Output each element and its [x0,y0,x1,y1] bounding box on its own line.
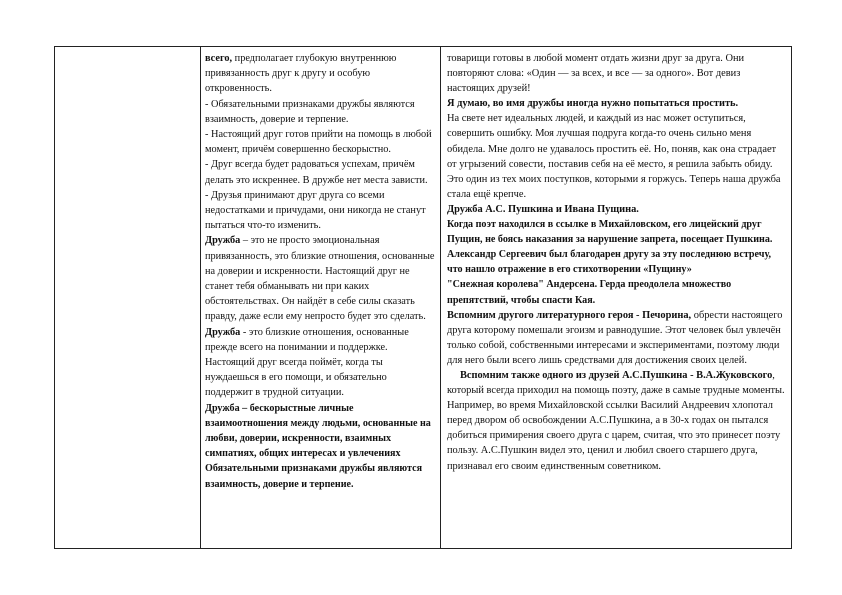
table-column-definitions [201,47,441,548]
document-table [54,46,792,549]
bold-phrase: Дружба А.С. Пушкина и Ивана Пущина. [447,203,639,215]
bold-phrase: Вспомним другого литературного героя - Печорина, [447,309,692,321]
paragraph: - Настоящий друг готов прийти на помощь в любой момент, причём совершенно бескорыстно. [205,129,432,156]
paragraph: - Друзья принимают друг друга со всеми недостатками и причудами, они никогда не станут пытаться что-то изменить. [205,189,426,232]
paragraph-text: – это не просто эмоциональная привязанность, это близкие отношения, основанные на доверии и искренности. Настоящий друг не станет тебя обманывать ни при каких обстоятельствах. Он найдёт в себе силы сказать правду, даже если ему непросто будет это сделать. [205,235,435,323]
paragraph [447,202,787,217]
definitions-text [205,51,437,492]
table-column-examples [441,47,793,548]
paragraph [205,325,437,401]
paragraph-text: - это близкие отношения, основанные прежде всего на понимании и поддержке. Настоящий друг всегда поймёт, когда ты нуждаешься в его помощи, и обязательно поддержит в трудной ситуации. [205,326,409,399]
bold-phrase: Я думаю, во имя дружбы иногда нужно попытаться простить. [447,98,739,110]
examples-text [447,51,787,474]
bold-phrase: Дружба [205,402,240,414]
paragraph: - Обязательными признаками дружбы являются взаимность, доверие и терпение. [205,98,415,125]
paragraph-text: , который всегда приходил на помощь поэту, даже в самые трудные моменты. Например, во время Михайловской ссылки Василий Андреевич хлопотал перед двором об освобождении А.С.Пушкина, а в 30-х годах он пытался добиться примирения своего друга с царем, считая, что это принесет поэту пользу. А.С.Пушкин видел это, ценил и любил своего старшего друга, признавал его своим единственным советником. [447,369,785,472]
paragraph [205,401,437,492]
bold-phrase: Дружба [205,235,241,247]
bold-phrase: Вспомним также одного из друзей А.С.Пушкина - В.А.Жуковского [447,369,773,381]
paragraph-text: предполагает глубокую внутреннюю привязанность друг к другу и особую откровенность. [205,53,397,95]
paragraph: товарищи готовы в любой момент отдать жизни друг за друга. Они повторяют слова: «Один — за всех, и все — за одного». Вот девиз настоящих друзей! [447,53,745,95]
bold-phrase: всего, [205,53,233,64]
paragraph: Когда поэт находился в ссылке в Михайловском, его лицейский друг Пущин, не боясь наказания за нарушение запрета, посещает Пушкина. Александр Сергеевич был благодарен другу за эту последнюю встречу, что нашло отражение в его стихотворении «Пущину» [447,219,773,276]
paragraph: "Снежная королева" Андерсена. Герда преодолела множество препятствий, чтобы спасти Кая. [447,279,732,306]
paragraph [447,96,787,111]
paragraph-text: – бескорыстные личные взаимоотношения между людьми, основанные на любви, доверии, искренности, взаимных симпатиях, общих интересах и увлечениях Обязательными признаками дружбы являются взаимность, доверие и терпение. [205,402,431,490]
paragraph [447,308,787,368]
paragraph: На свете нет идеальных людей, и каждый из нас может оступиться, совершить ошибку. Моя лучшая подруга когда-то очень сильно меня обидела. Мне долго не удавалось простить её. Но, поняв, как она страдает от угрызений совести, поставив себя на её место, я решила забыть обиду. Это один из тех моих поступков, которыми я горжусь. Теперь наша дружба стала ещё крепче. [447,113,781,200]
bold-phrase: Дружба [205,326,241,338]
paragraph [447,368,787,474]
paragraph [205,51,437,97]
paragraph-text: обрести настоящего друга которому помешали эгоизм и равнодушие. Этот человек был увлечён только собой, собственными интересами и экспериментами, поэтому люди для него были всего лишь средствами для достижения своих целей. [447,309,783,366]
paragraph: - Друг всегда будет радоваться успехам, причём делать это искреннее. В дружбе нет места зависти. [205,159,428,186]
table-column-empty [55,47,201,548]
paragraph [205,233,437,324]
